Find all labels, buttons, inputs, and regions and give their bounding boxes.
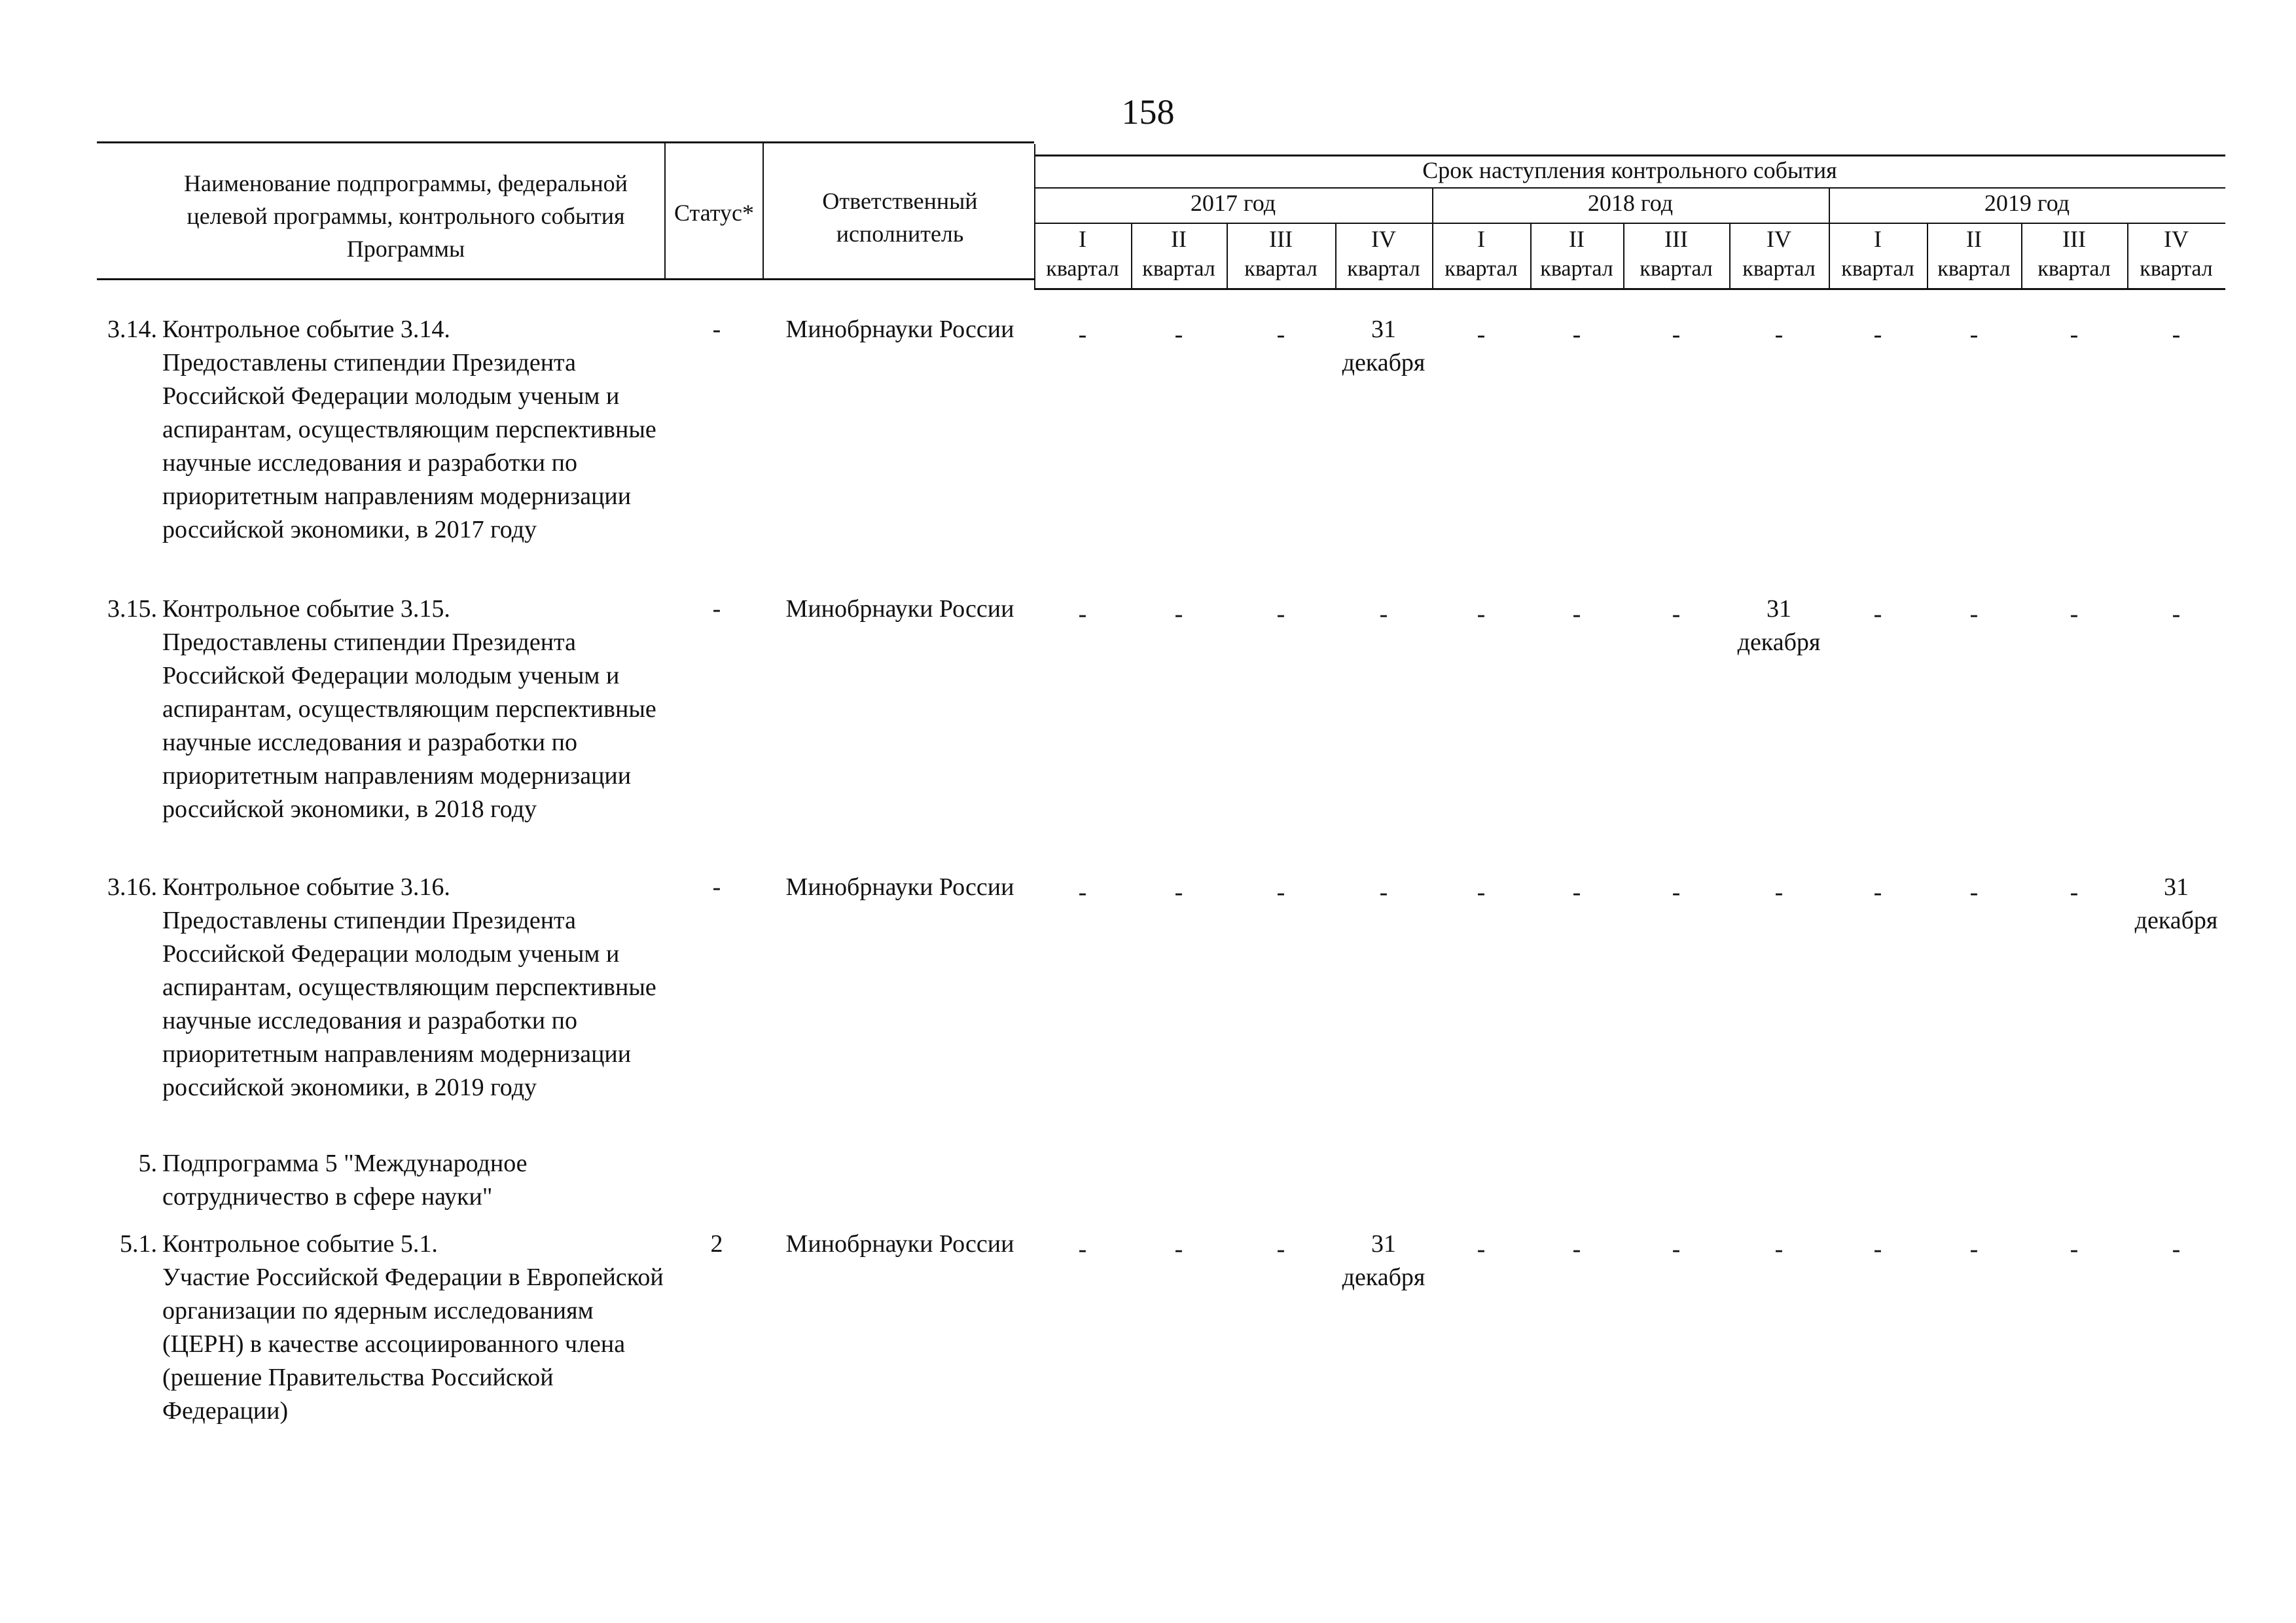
quarter-cell: - <box>1276 321 1285 348</box>
quarter-cell: 31 декабря <box>2134 873 2218 934</box>
quarter-cell: - <box>1174 321 1183 348</box>
quarter-cell: - <box>2070 879 2079 906</box>
quarter-numeral: IV <box>2164 226 2189 252</box>
quarter-numeral: I <box>1477 226 1485 252</box>
row-number: 5.1. <box>120 1230 157 1258</box>
quarter-cell: - <box>2172 321 2181 348</box>
quarter-cell: - <box>1477 600 1486 628</box>
quarter-label: квартал <box>1444 257 1518 281</box>
quarter-cell: - <box>1774 879 1784 906</box>
header-status-col: Статус* <box>674 200 754 226</box>
quarter-cell: - <box>1672 879 1681 906</box>
quarter-numeral: I <box>1874 226 1882 252</box>
quarter-numeral: II <box>1966 226 1982 252</box>
quarter-numeral: IV <box>1767 226 1791 252</box>
row-status: - <box>712 316 721 343</box>
quarter-cell: - <box>1477 321 1486 348</box>
quarter-cell: - <box>1873 321 1882 348</box>
quarter-numeral: III <box>1269 226 1293 252</box>
row-number: 3.16. <box>107 873 157 901</box>
row-number: 3.14. <box>107 316 157 343</box>
quarter-label: квартал <box>2140 257 2213 281</box>
quarter-cell: - <box>1572 321 1581 348</box>
row-title: Контрольное событие 5.1. Участие Российской Федерации в Европейской организации по ядерным исследованиям (ЦЕРН) в качестве ассоциированного члена (решение Правительства Российской Федерации) <box>162 1230 664 1425</box>
quarter-cell: - <box>1477 879 1486 906</box>
quarter-cell: - <box>1078 879 1087 906</box>
year-2019: 2019 год <box>1984 190 2070 216</box>
quarter-cell: - <box>1672 321 1681 348</box>
row-status: - <box>712 595 721 623</box>
quarter-label: квартал <box>1742 257 1816 281</box>
quarter-label: квартал <box>1937 257 2011 281</box>
quarter-numeral: II <box>1569 226 1585 252</box>
row-status: - <box>712 873 721 901</box>
quarter-label: квартал <box>1142 257 1215 281</box>
row-number: 3.15. <box>107 595 157 623</box>
header-bottom-rule-right <box>1034 288 2225 290</box>
header-top-rule-right <box>1034 155 2225 156</box>
row-title: Контрольное событие 3.14. Предоставлены стипендии Президента Российской Федерации молодым ученым и аспирантам, осуществляющим перспективные научные исследования и разработки по приоритетным направлениям модернизации российской экономики, в 2017 году <box>162 316 656 543</box>
quarter-cell: - <box>1969 1235 1979 1263</box>
quarter-cell: - <box>1969 879 1979 906</box>
row-title: Контрольное событие 3.16. Предоставлены стипендии Президента Российской Федерации молодым ученым и аспирантам, осуществляющим перспективные научные исследования и разработки по приоритетным направлениям модернизации российской экономики, в 2019 году <box>162 873 656 1101</box>
quarter-cell: - <box>1572 1235 1581 1263</box>
quarter-cell: - <box>1873 1235 1882 1263</box>
quarter-numeral: II <box>1171 226 1187 252</box>
row-executor: Минобрнауки России <box>785 1230 1014 1258</box>
row-status: 2 <box>710 1230 723 1258</box>
quarter-cell: - <box>1078 321 1087 348</box>
quarter-label: квартал <box>2037 257 2111 281</box>
quarter-cell: - <box>2172 600 2181 628</box>
row-executor: Минобрнауки России <box>785 595 1014 623</box>
header-deadline-title: Срок наступления контрольного события <box>1422 157 1837 183</box>
quarter-numeral: I <box>1079 226 1086 252</box>
header-bottom-rule <box>97 278 1034 280</box>
quarter-label: квартал <box>1046 257 1119 281</box>
quarter-cell: - <box>1276 879 1285 906</box>
quarter-cell: - <box>1379 879 1388 906</box>
year-2017: 2017 год <box>1190 190 1276 216</box>
row-executor: Минобрнауки России <box>785 316 1014 343</box>
row-number: 5. <box>138 1150 157 1177</box>
quarter-cell: - <box>1969 600 1979 628</box>
quarter-cell: - <box>1078 1235 1087 1263</box>
quarter-cell: - <box>1078 600 1087 628</box>
quarter-cell: - <box>1572 879 1581 906</box>
quarter-cell: - <box>1969 321 1979 348</box>
quarter-cell: - <box>1672 600 1681 628</box>
header-top-rule <box>97 141 1034 143</box>
quarter-cell: - <box>1873 879 1882 906</box>
quarter-label: квартал <box>1347 257 1420 281</box>
quarter-cell: - <box>1174 600 1183 628</box>
quarter-label: квартал <box>1640 257 1713 281</box>
header-executor-col: Ответственный исполнитель <box>822 188 978 247</box>
quarter-label: квартал <box>1841 257 1914 281</box>
years-top-rule <box>1034 187 2225 189</box>
quarter-cell: - <box>2070 1235 2079 1263</box>
quarter-cell: 31 декабря <box>1342 1230 1426 1291</box>
quarter-cell: - <box>2172 1235 2181 1263</box>
quarter-cell: - <box>1477 1235 1486 1263</box>
row-title: Контрольное событие 3.15. Предоставлены стипендии Президента Российской Федерации молодым ученым и аспирантам, осуществляющим перспективные научные исследования и разработки по приоритетным направлениям модернизации российской экономики, в 2018 году <box>162 595 656 823</box>
quarter-numeral: III <box>2062 226 2086 252</box>
row-executor: Минобрнауки России <box>785 873 1014 901</box>
quarter-cell: - <box>1276 600 1285 628</box>
quarter-cell: - <box>2070 600 2079 628</box>
quarter-cell: - <box>2070 321 2079 348</box>
quarter-cell: - <box>1379 600 1388 628</box>
quarter-label: квартал <box>1540 257 1613 281</box>
page-number: 158 <box>1121 92 1175 132</box>
header-name-col: Наименование подпрограммы, федеральной целевой программы, контрольного события Программы <box>184 170 628 262</box>
quarter-cell: - <box>1672 1235 1681 1263</box>
quarter-cell: - <box>1873 600 1882 628</box>
quarter-cell: 31 декабря <box>1737 595 1821 656</box>
quarter-numeral: IV <box>1371 226 1396 252</box>
quarter-cell: 31 декабря <box>1342 316 1426 376</box>
row-title: Подпрограмма 5 "Международное сотрудничество в сфере науки" <box>162 1150 528 1211</box>
quarter-cell: - <box>1774 1235 1784 1263</box>
quarter-label: квартал <box>1244 257 1318 281</box>
quarter-cell: - <box>1276 1235 1285 1263</box>
quarter-cell: - <box>1174 879 1183 906</box>
quarter-cell: - <box>1572 600 1581 628</box>
quarter-cell: - <box>1774 321 1784 348</box>
quarter-numeral: III <box>1664 226 1688 252</box>
quarter-cell: - <box>1174 1235 1183 1263</box>
year-2018: 2018 год <box>1587 190 1674 216</box>
